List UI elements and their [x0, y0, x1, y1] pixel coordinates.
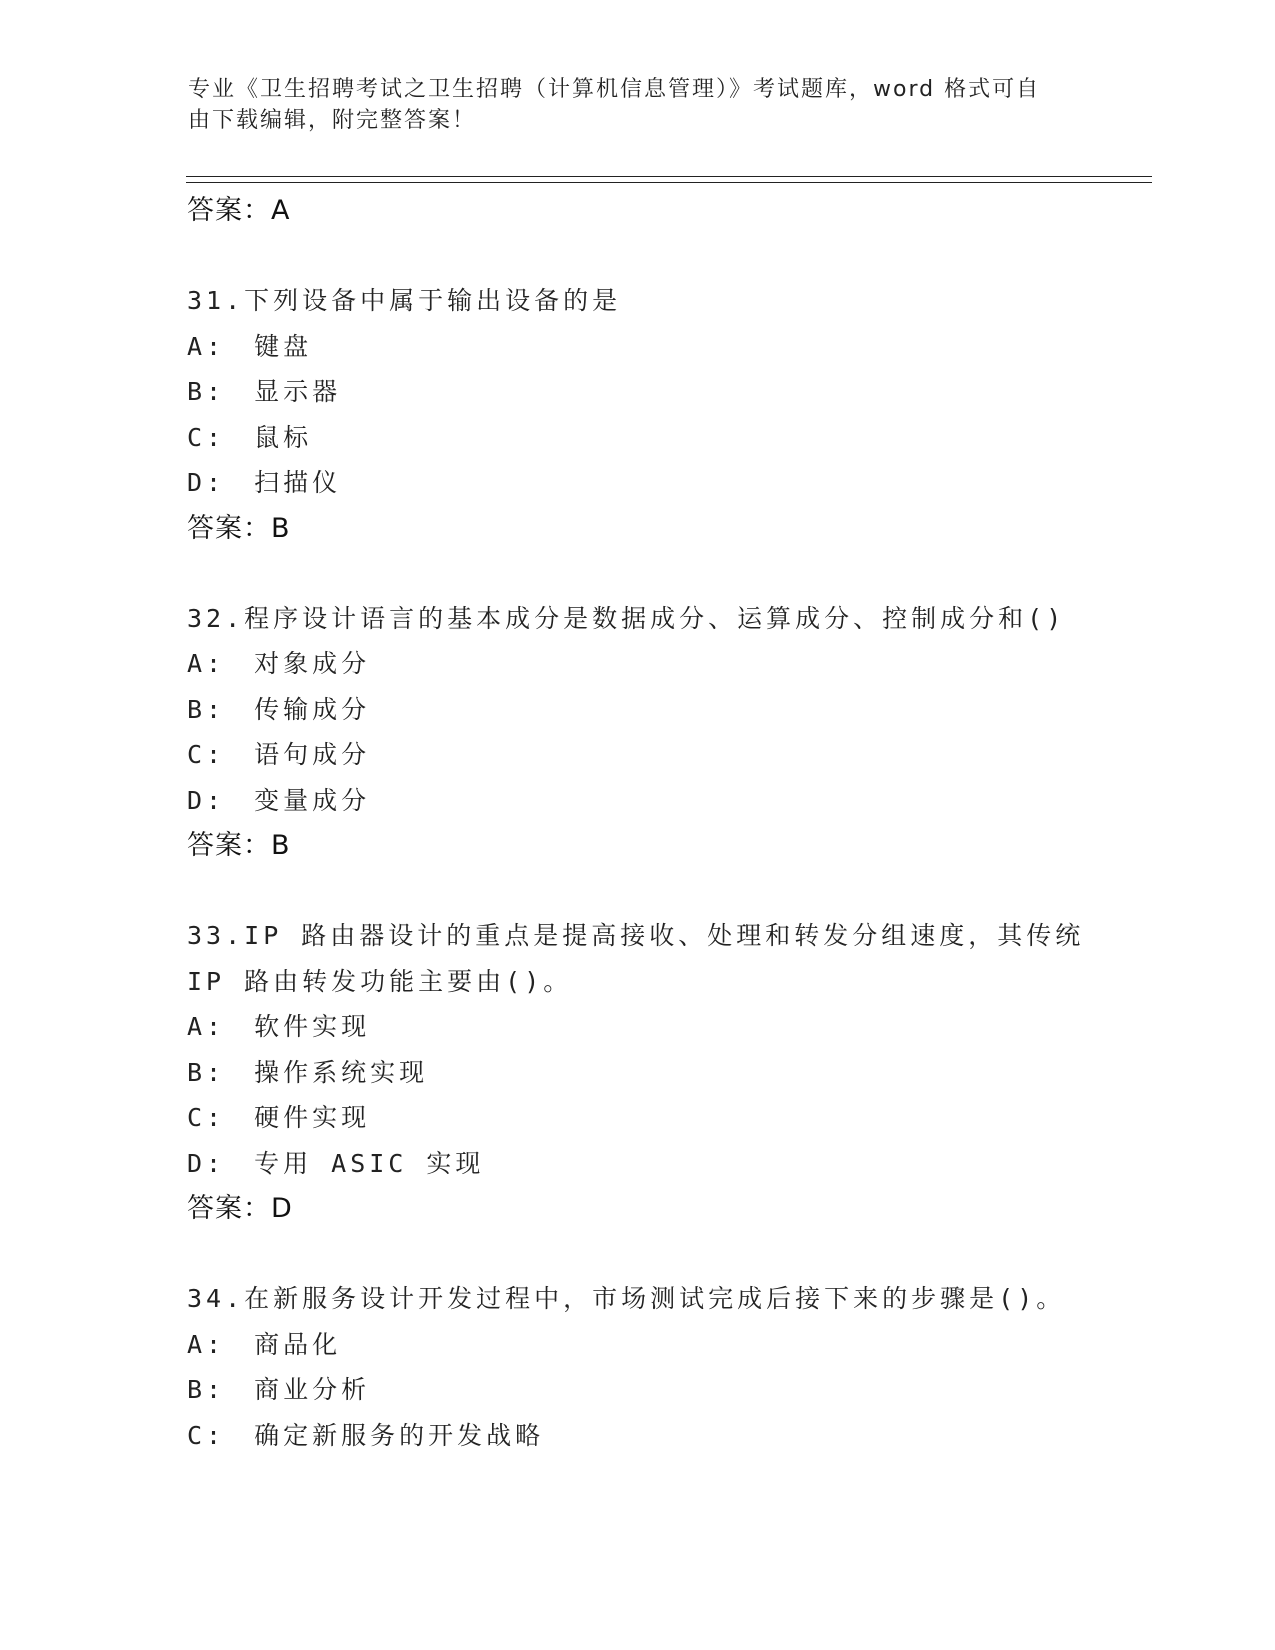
option-d: D: 扫描仪 — [187, 468, 342, 497]
question-32 — [187, 596, 1147, 870]
option-b: B: 显示器 — [187, 377, 342, 406]
header-rule-bottom — [186, 182, 1152, 183]
question-stem: 33.IP 路由器设计的重点是提高接收、处理和转发分组速度，其传统 — [187, 921, 1085, 950]
document-header — [188, 74, 1068, 136]
answer: 答案：B — [187, 512, 291, 544]
question-stem: 34.在新服务设计开发过程中，市场测试完成后接下来的步骤是()。 — [187, 1284, 1066, 1313]
option-b: B: 传输成分 — [187, 694, 371, 724]
answer: 答案：D — [187, 1193, 293, 1224]
option-b: B: 操作系统实现 — [187, 1057, 429, 1087]
option-d: D: 变量成分 — [187, 785, 371, 815]
question-list — [187, 188, 1147, 1458]
option-d: D: 专用 ASIC 实现 — [187, 1148, 485, 1178]
question-33 — [187, 913, 1147, 1232]
question-stem: 32.程序设计语言的基本成分是数据成分、运算成分、控制成分和() — [187, 603, 1066, 633]
header-rule-top — [186, 176, 1152, 177]
question-31 — [187, 278, 1147, 552]
option-c: C: 语句成分 — [187, 740, 371, 769]
option-b: B: 商业分析 — [187, 1375, 371, 1404]
header-line-1: 专业《卫生招聘考试之卫生招聘（计算机信息管理）》考试题库，word 格式可自 — [188, 77, 1041, 102]
option-a: A: 键盘 — [187, 331, 313, 361]
option-a: A: 对象成分 — [187, 649, 371, 678]
option-a: A: 软件实现 — [187, 1012, 371, 1041]
question-34 — [187, 1276, 1147, 1458]
option-c: C: 确定新服务的开发战略 — [187, 1420, 545, 1450]
option-a: A: 商品化 — [187, 1329, 342, 1359]
option-c: C: 鼠标 — [187, 422, 313, 452]
question-stem: 31.下列设备中属于输出设备的是 — [187, 286, 622, 315]
header-line-2: 由下载编辑，附完整答案！ — [188, 108, 477, 133]
question-stem-continued: IP 路由转发功能主要由()。 — [187, 966, 573, 996]
option-c: C: 硬件实现 — [187, 1103, 371, 1132]
answer: 答案：B — [187, 830, 291, 861]
previous-answer: 答案：A — [187, 195, 291, 226]
